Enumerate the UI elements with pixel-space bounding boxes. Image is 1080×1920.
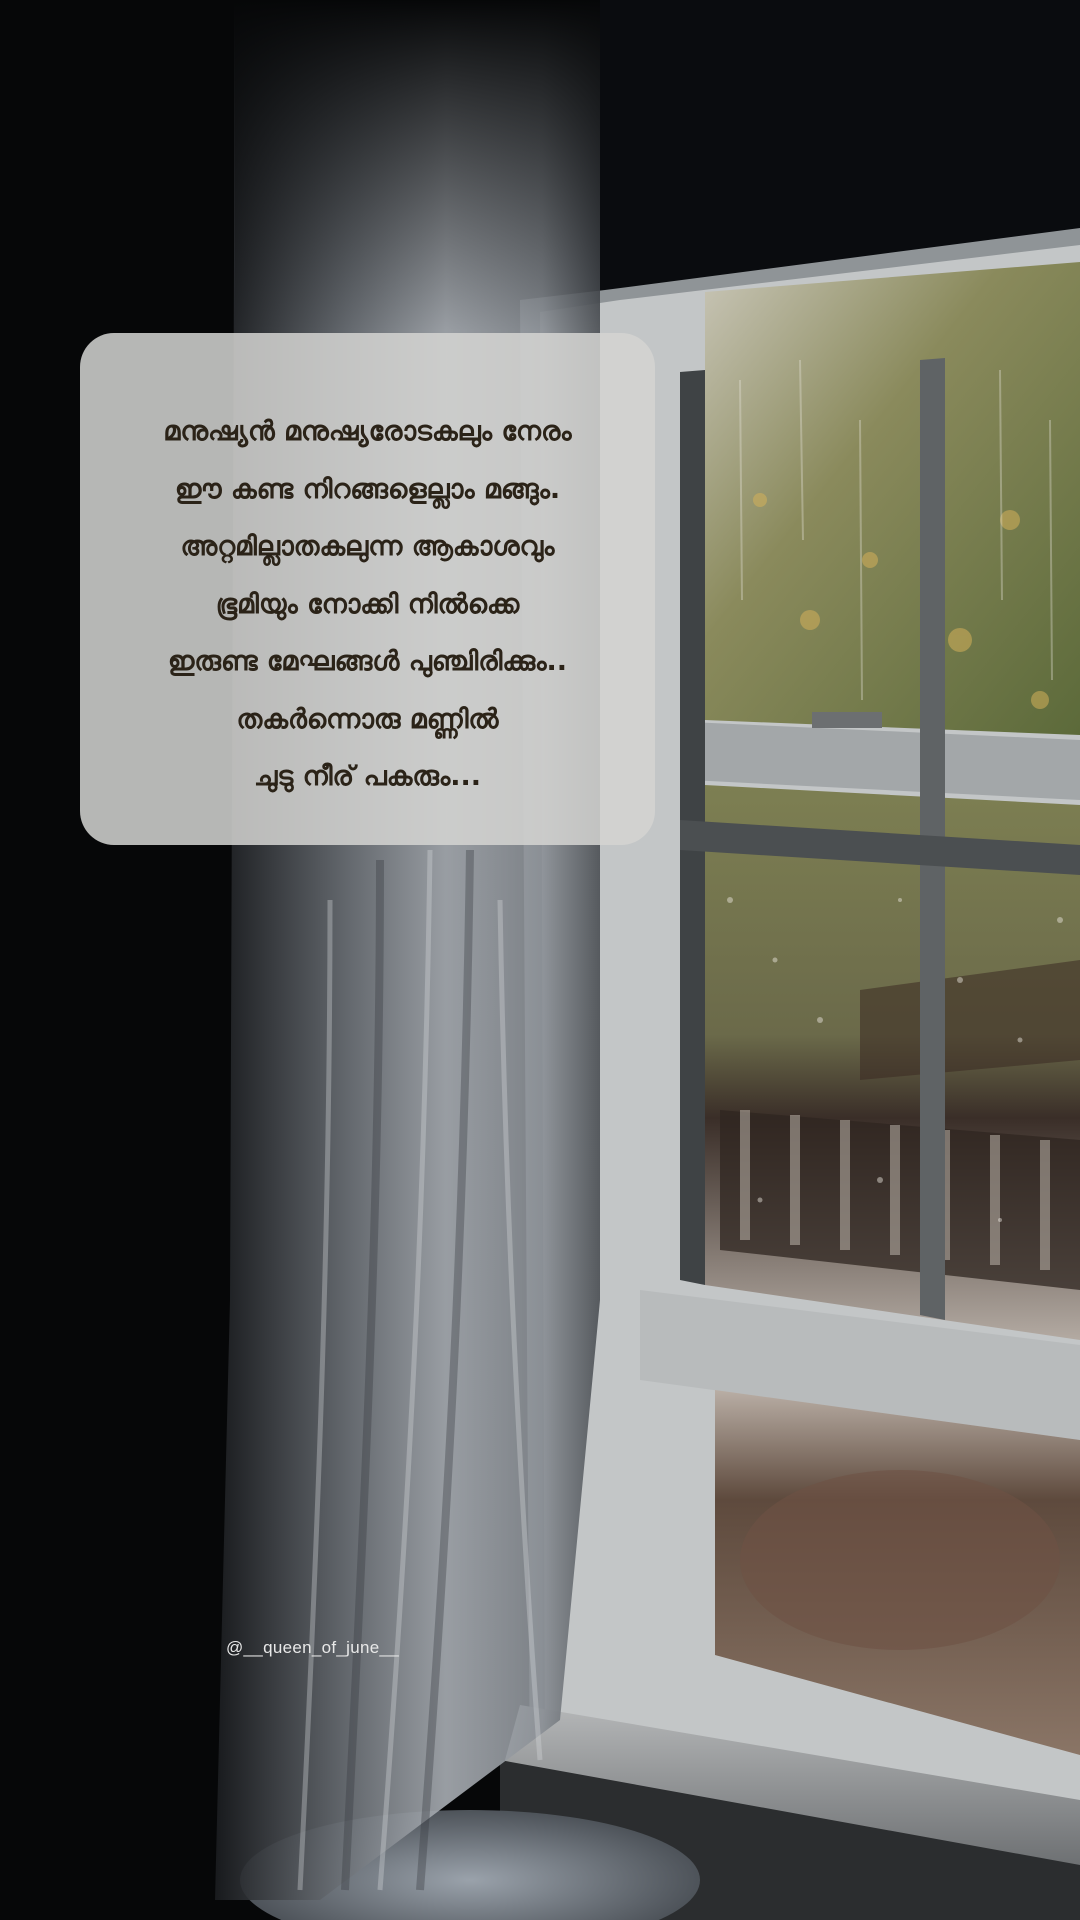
quote-line: ഭൂമിയും നോക്കി നിൽക്കെ: [215, 588, 520, 620]
quote-line: തകർന്നൊരു മണ്ണിൽ: [236, 703, 499, 735]
quote-line: ഇരുണ്ട മേഘങ്ങൾ പുഞ്ചിരിക്കും..: [167, 646, 568, 677]
quote-line: മനുഷ്യൻ മനുഷ്യരോടകലും നേരം: [163, 416, 572, 447]
quote-line: അറ്റമില്ലാതകലുന്ന ആകാശവും: [180, 531, 555, 562]
quote-line: ഈ കണ്ട നിറങ്ങളെല്ലാം മങ്ങും.: [174, 473, 561, 505]
quote-card: [80, 333, 655, 845]
author-handle: @__queen_of_june__: [226, 1638, 399, 1657]
quote-line: ചുടു നീര് പകരും...: [253, 761, 482, 792]
